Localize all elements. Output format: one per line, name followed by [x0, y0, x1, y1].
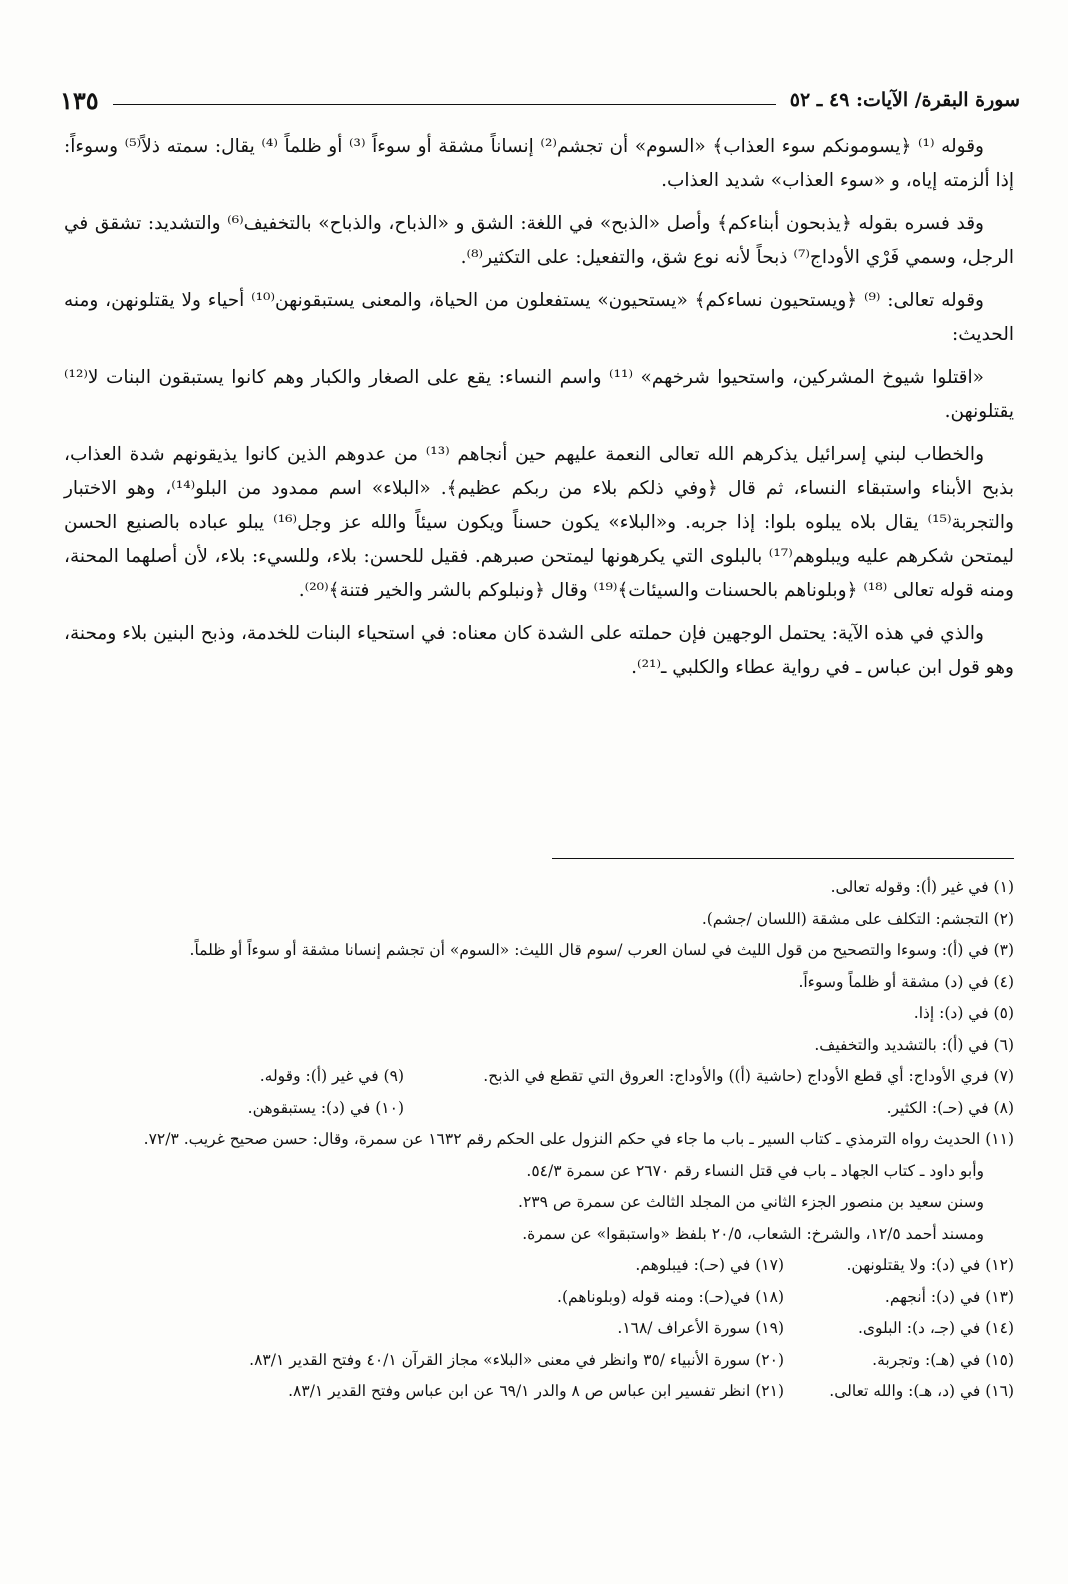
paragraph-6: والذي في هذه الآية: يحتمل الوجهين فإن حملته على الشدة كان معناه: في استحياء البنات للخدمة، وذبح البنين بلاء ومحنة، وهو قول ابن عباس ـ في رواية عطاء والكلبي ـ⁽²¹⁾.	[64, 623, 1014, 678]
footnote-2: (٢) التجشم: التكلف على مشقة (اللسان /جشم).	[701, 909, 1014, 928]
footnote-row-16-21	[64, 1376, 1014, 1408]
running-title: سورة البقرة/ الآيات: ٤٩ ـ ٥٢	[789, 89, 1020, 111]
footnote-14: (١٤) في (جـ، د): البلوى.	[857, 1319, 1014, 1337]
paragraph-2: وقد فسره بقوله ﴿يذبحون أبناءكم﴾ وأصل «الذبح» في اللغة: الشق و «الذباح، والذباح» بالتخفيف⁽⁶⁾ والتشديد: تشقق في الرجل، وسمي فَرْي الأوداج⁽⁷⁾ ذبحاً لأنه نوع شق، والتفعيل: على التكثير⁽⁸⁾.	[64, 213, 1014, 268]
footnote-9: (٩) في غير (أ): وقوله.	[259, 1067, 404, 1085]
footnote-4: (٤) في (د) مشقة أو ظلماً وسوءاً.	[798, 972, 1014, 991]
footnote-5: (٥) في (د): إذا.	[913, 1004, 1014, 1022]
footnote-3: (٣) في (أ): وسوءا والتصحيح من قول الليث في لسان العرب /سوم قال الليث: «السوم» أن تجشم إنسانا مشقة أو سوءاً أو ظلماً.	[189, 941, 1014, 959]
footnote-1: (١) في غير (أ): وقوله تعالى.	[830, 878, 1014, 896]
footnote-10: (١٠) في (د): يستبقوهن.	[247, 1098, 404, 1117]
footnote-11-abu-dawud: وأبو داود ـ كتاب الجهاد ـ باب في قتل النساء رقم ٢٦٧٠ عن سمرة ٥٤/٣.	[526, 1161, 984, 1180]
footnotes	[64, 872, 1014, 1408]
footnote-row-7-9	[64, 1061, 1014, 1093]
footnote-21: (٢١) انظر تفسير ابن عباس ص ٨ والدر ٦٩/١ عن ابن عباس وفتح القدير ٨٣/١.	[288, 1382, 784, 1400]
footnote-17: (١٧) في (حـ): فيبلوهم.	[635, 1256, 784, 1274]
footnote-12: (١٢) في (د): ولا يقتلونهن.	[846, 1256, 1014, 1274]
footnote-11-saeed: وسنن سعيد بن منصور الجزء الثاني من المجلد الثالث عن سمرة ص ٢٣٩.	[518, 1193, 984, 1211]
footnote-6: (٦) في (أ): بالتشديد والتخفيف.	[814, 1035, 1014, 1054]
footnote-row-12-17	[64, 1250, 1014, 1282]
footnote-19: (١٩) سورة الأعراف /١٦٨.	[617, 1319, 784, 1337]
footnote-row-8-10	[64, 1093, 1014, 1125]
footnote-15: (١٥) في (هـ): وتجربة.	[872, 1350, 1014, 1369]
footnote-8: (٨) في (حـ): الكثير.	[886, 1098, 1014, 1117]
paragraph-5: والخطاب لبني إسرائيل يذكرهم الله تعالى النعمة عليهم حين أنجاهم ⁽¹³⁾ من عدوهم الذين كانوا يذيقونهم شدة العذاب، بذبح الأبناء واستبقاء النساء، ثم قال ﴿وفي ذلكم بلاء من ربكم عظيم﴾. «البلاء» اسم ممدود من البلو⁽¹⁴⁾، وهو الاختبار والتجربة⁽¹⁵⁾ يقال بلاه يبلوه بلوا: إذا جربه. و«البلاء» يكون حسناً ويكون سيئاً والله عز وجل⁽¹⁶⁾ يبلو عباده بالصنيع الحسن ليمتحن شكرهم عليه ويبلوهم⁽¹⁷⁾ بالبلوى التي يكرهونها ليمتحن صبرهم. فقيل للحسن: بلاء، وللسيء: بلاء، لأن أصلهما المحنة، ومنه قوله تعالى ⁽¹⁸⁾ ﴿وبلوناهم بالحسنات والسيئات﴾⁽¹⁹⁾ وقال ﴿ونبلوكم بالشر والخير فتنة﴾⁽²⁰⁾.	[64, 444, 1015, 601]
footnote-7: (٧) فري الأوداج: أي قطع الأوداج (حاشية (أ)) والأوداج: العروق التي تقطع في الذبح.	[483, 1067, 1014, 1085]
footnote-13: (١٣) في (د): أنجهم.	[884, 1287, 1014, 1306]
footnote-row-13-18	[64, 1282, 1014, 1314]
hadith-paragraph: «اقتلوا شيوخ المشركين، واستحيوا شرخهم» ⁽¹¹⁾ واسم النساء: يقع على الصغار والكبار وهم كانوا يستبقون البنات لا⁽¹²⁾ يقتلونهن.	[64, 367, 1014, 422]
paragraph-1: وقوله ⁽¹⁾ ﴿يسومونكم سوء العذاب﴾ «السوم» أن تجشم⁽²⁾ إنساناً مشقة أو سوءاً ⁽³⁾ أو ظلماً ⁽⁴⁾ يقال: سمته ذلاً⁽⁵⁾ وسوءاً: إذا ألزمته إياه، و «سوء العذاب» شديد العذاب.	[64, 136, 1014, 191]
footnote-row-14-19	[64, 1313, 1014, 1345]
footnote-separator	[552, 858, 1014, 859]
main-text	[64, 130, 1014, 694]
paragraph-3: وقوله تعالى: ⁽⁹⁾ ﴿ويستحيون نساءكم﴾ «يستحيون» يستفعلون من الحياة، والمعنى يستبقونهن⁽¹⁰⁾ أحياء ولا يقتلونهن، ومنه الحديث:	[64, 290, 1014, 345]
header-rule	[113, 104, 776, 105]
footnote-11: (١١) الحديث رواه الترمذي ـ كتاب السير ـ باب ما جاء في حكم النزول على الحكم رقم ١٦٣٢ عن سمرة، وقال: حسن صحيح غريب. ٧٢/٣.	[143, 1130, 1014, 1148]
footnote-11-ahmad: ومسند أحمد ١٢/٥، والشرخ: الشعاب، ٢٠/٥ بلفظ «واستبقوا» عن سمرة.	[522, 1224, 984, 1243]
footnote-18: (١٨) في(حـ): ومنه قوله (وبلوناهم).	[557, 1287, 784, 1306]
page-header	[60, 80, 1020, 120]
footnote-16: (١٦) في (د، هـ): والله تعالى.	[829, 1382, 1014, 1400]
page-number: ١٣٥	[60, 85, 99, 115]
footnote-row-15-20	[64, 1345, 1014, 1377]
footnote-20: (٢٠) سورة الأنبياء /٣٥ وانظر في معنى «البلاء» مجاز القرآن ٤٠/١ وفتح القدير ٨٣/١.	[249, 1350, 784, 1369]
